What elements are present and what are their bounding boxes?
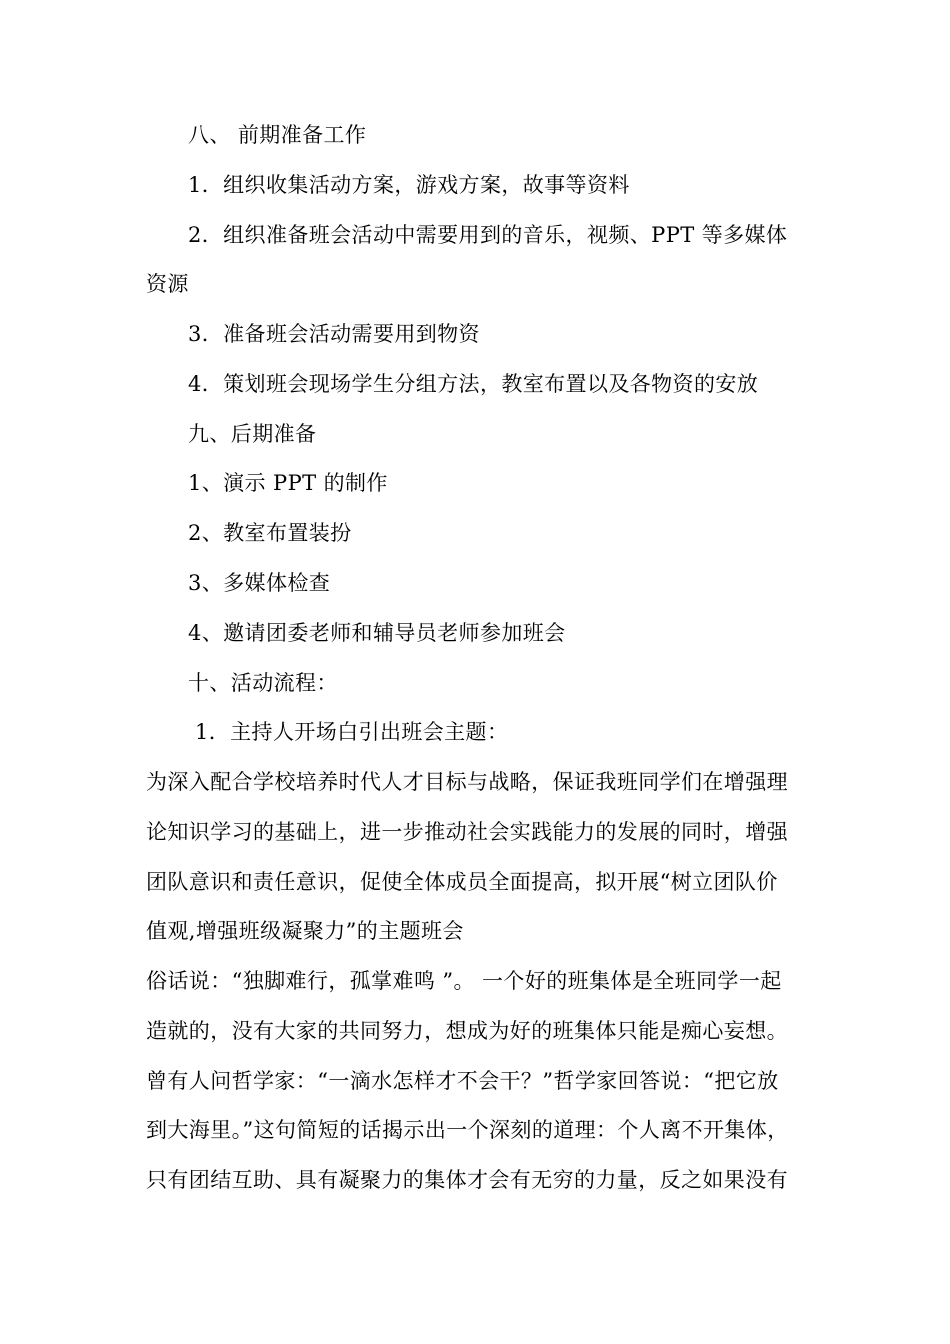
paragraph-line: 只有团结互助、具有凝聚力的集体才会有无穷的力量，反之如果没有 [146, 1168, 788, 1192]
section-heading-preparation: 八、 前期准备工作 [188, 123, 367, 147]
list-item: 1．主持人开场白引出班会主题： [195, 720, 509, 744]
section-heading-activity-flow: 十、活动流程： [188, 671, 338, 695]
list-item: 2．组织准备班会活动中需要用到的音乐，视频、PPT 等多媒体 [188, 223, 788, 247]
paragraph-line: 曾有人问哲学家：“一滴水怎样才不会干？”哲学家回答说：“把它放 [146, 1069, 779, 1093]
list-item: 1、演示 PPT 的制作 [188, 471, 388, 495]
section-heading-post-preparation: 九、后期准备 [188, 422, 317, 446]
list-item: 3．准备班会活动需要用到物资 [188, 322, 480, 346]
list-item: 3、多媒体检查 [188, 571, 331, 595]
list-item-continuation: 资源 [146, 272, 189, 296]
paragraph-line: 论知识学习的基础上，进一步推动社会实践能力的发展的同时，增强 [146, 820, 788, 844]
paragraph-line: 造就的，没有大家的共同努力，想成为好的班集体只能是痴心妄想。 [146, 1019, 788, 1043]
list-item: 2、教室布置装扮 [188, 521, 352, 545]
list-item: 1．组织收集活动方案，游戏方案，故事等资料 [188, 173, 630, 197]
paragraph-line: 到大海里。”这句简短的话揭示出一个深刻的道理：个人离不开集体， [146, 1118, 789, 1142]
paragraph-line: 团队意识和责任意识，促使全体成员全面提高，拟开展“树立团队价 [146, 870, 778, 894]
list-item: 4．策划班会现场学生分组方法，教室布置以及各物资的安放 [188, 372, 759, 396]
paragraph-line: 俗话说：“独脚难行，孤掌难鸣 ”。 一个好的班集体是全班同学一起 [146, 969, 782, 993]
list-item: 4、邀请团委老师和辅导员老师参加班会 [188, 621, 566, 645]
paragraph-line: 值观,增强班级凝聚力”的主题班会 [146, 919, 464, 943]
paragraph-line: 为深入配合学校培养时代人才目标与战略，保证我班同学们在增强理 [146, 770, 788, 794]
